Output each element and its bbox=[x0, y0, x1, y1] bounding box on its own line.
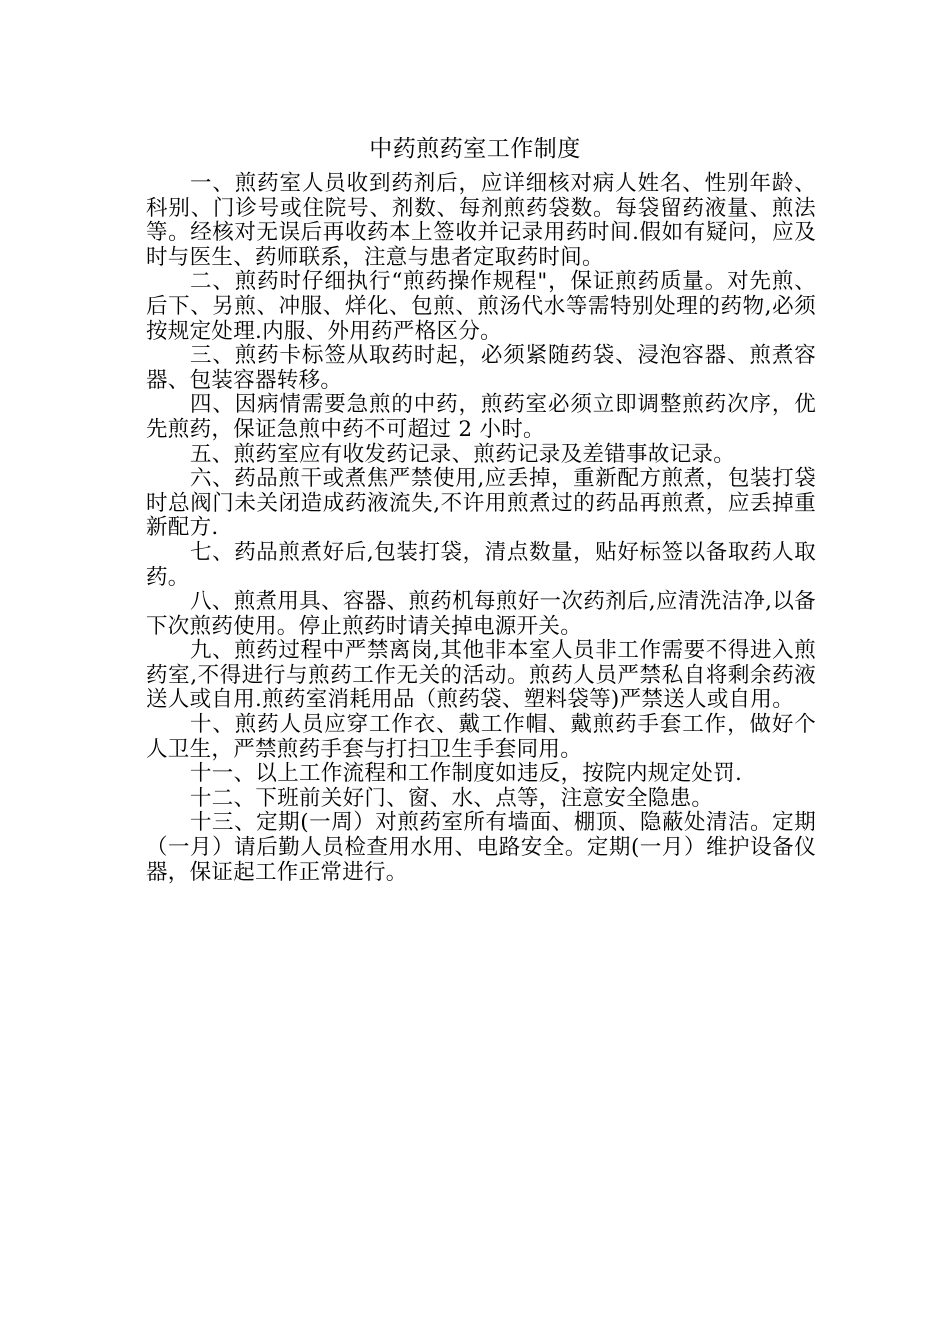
clause-4: 四、因病情需要急煎的中药，煎药室必须立即调整煎药次序，优先煎药，保证急煎中药不可超过 2 小时。 bbox=[146, 392, 816, 442]
clause-6: 六、药品煎干或煮焦严禁使用,应丢掉，重新配方煎煮，包装打袋时总阀门未关闭造成药液流失,不许用煎煮过的药品再煎煮，应丢掉重新配方. bbox=[146, 466, 816, 541]
clause-7: 七、药品煎煮好后,包装打袋，清点数量，贴好标签以备取药人取药。 bbox=[146, 539, 816, 590]
clause-1: 一、煎药室人员收到药剂后，应详细核对病人姓名、性别年龄、科别、门诊号或住院号、剂数、每剂煎药袋数。每袋留药液量、煎法等。经核对无误后再收药本上签收并记录用药时间.假如有疑问，应及时与医生、药师联系，注意与患者定取药时间。 bbox=[146, 171, 816, 270]
document-body bbox=[146, 172, 816, 885]
document-title: 中药煎药室工作制度 bbox=[369, 136, 581, 162]
clause-9: 九、煎药过程中严禁离岗,其他非本室人员非工作需要不得进入煎药室,不得进行与煎药工作无关的活动。煎药人员严禁私自将剩余药液送人或自用.煎药室消耗用品（煎药袋、塑料袋等)严禁送人或自用。 bbox=[146, 638, 816, 713]
clause-2: 二、煎药时仔细执行“煎药操作规程"，保证煎药质量。对先煎、后下、另煎、冲服、烊化、包煎、煎汤代水等需特别处理的药物,必须按规定处理.内服、外用药严格区分。 bbox=[146, 269, 816, 344]
clause-5: 五、煎药室应有收发药记录、煎药记录及差错事故记录。 bbox=[190, 441, 736, 467]
clause-12: 十二、下班前关好门、窗、水、点等，注意安全隐患。 bbox=[190, 785, 714, 811]
clause-11: 十一、以上工作流程和工作制度如违反，按院内规定处罚. bbox=[190, 761, 743, 787]
clause-10: 十、煎药人员应穿工作衣、戴工作帽、戴煎药手套工作，做好个人卫生，严禁煎药手套与打扫卫生手套同用。 bbox=[146, 712, 816, 762]
clause-3: 三、煎药卡标签从取药时起，必须紧随药袋、浸泡容器、煎煮容器、包装容器转移。 bbox=[146, 343, 816, 393]
clause-8: 八、煎煮用具、容器、煎药机每煎好一次药剂后,应清洗洁净,以备下次煎药使用。停止煎药时请关掉电源开关。 bbox=[146, 589, 816, 639]
clause-13: 十三、定期(一周）对煎药室所有墙面、棚顶、隐蔽处清洁。定期（一月）请后勤人员检查用水用、电路安全。定期(一月）维护设备仪器，保证起工作正常进行。 bbox=[146, 810, 816, 885]
